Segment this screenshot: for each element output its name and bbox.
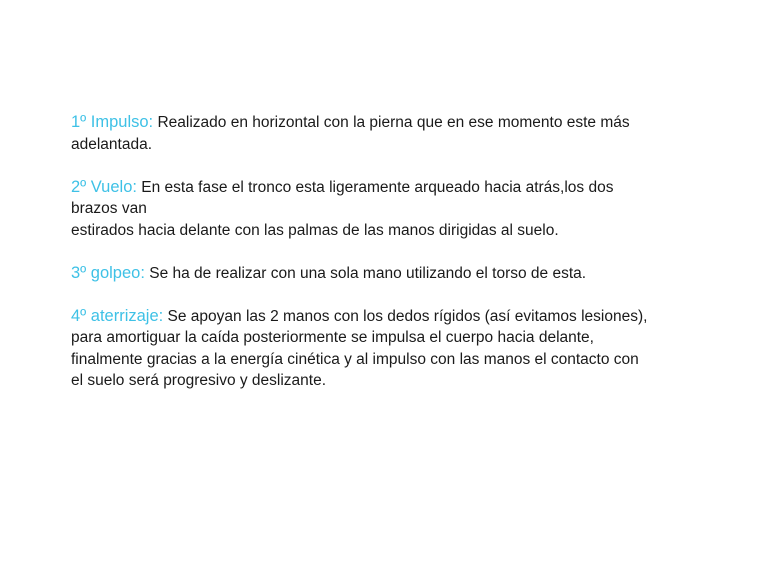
paragraph-impulso bbox=[71, 112, 711, 155]
paragraph-text: Se apoyan las 2 manos con los dedos rígidos (así evitamos lesiones), bbox=[167, 307, 648, 325]
paragraph-line: estirados hacia delante con las palmas de las manos dirigidas al suelo. bbox=[71, 221, 559, 239]
slide-content bbox=[71, 112, 711, 413]
paragraph-line bbox=[71, 177, 711, 199]
paragraph-heading: 4º aterrizaje: bbox=[71, 306, 164, 325]
paragraph-line: finalmente gracias a la energía cinética y al impulso con las manos el contacto con bbox=[71, 350, 639, 368]
paragraph-line: el suelo será progresivo y deslizante. bbox=[71, 372, 327, 389]
paragraph-text: Se ha de realizar con una sola mano utilizando el torso de esta. bbox=[149, 264, 587, 282]
paragraph-line: brazos van bbox=[71, 200, 147, 217]
paragraph-line bbox=[71, 306, 711, 328]
paragraph-line bbox=[71, 263, 711, 285]
paragraph-text: Realizado en horizontal con la pierna que en ese momento este más bbox=[157, 114, 630, 131]
paragraph-line: para amortiguar la caída posteriormente se impulsa el cuerpo hacia delante, bbox=[71, 329, 594, 346]
paragraph-aterrizaje bbox=[71, 306, 711, 392]
paragraph-line: adelantada. bbox=[71, 135, 153, 153]
paragraph-heading: 3º golpeo: bbox=[71, 263, 145, 282]
paragraph-line bbox=[71, 112, 711, 134]
paragraph-text: En esta fase el tronco esta ligeramente arqueado hacia atrás,los dos bbox=[141, 178, 614, 196]
paragraph-vuelo bbox=[71, 177, 711, 242]
paragraph-golpeo bbox=[71, 263, 711, 285]
paragraph-heading: 1º Impulso: bbox=[71, 113, 154, 131]
paragraph-heading: 2º Vuelo: bbox=[71, 177, 137, 196]
